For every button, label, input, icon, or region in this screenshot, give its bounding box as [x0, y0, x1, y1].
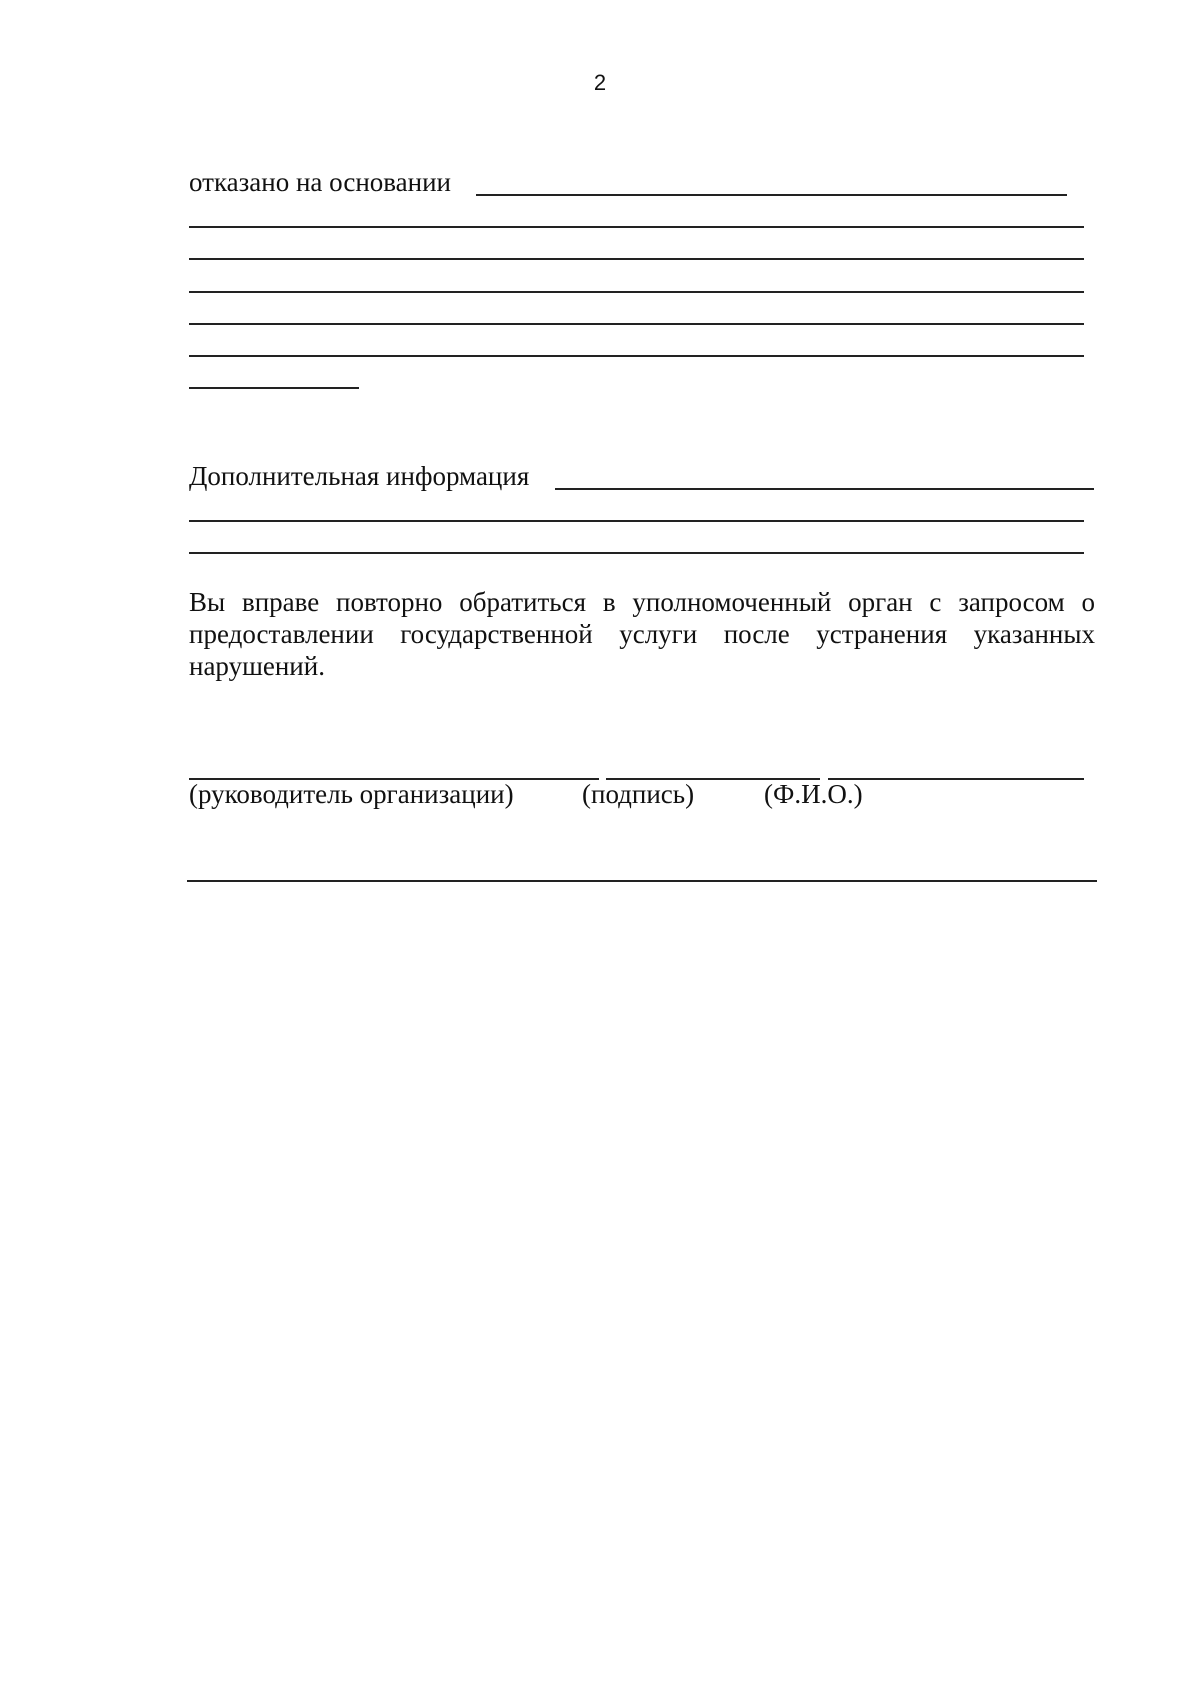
refusal-basis-blank-line	[189, 226, 1084, 228]
refusal-basis-blank-line	[189, 387, 359, 389]
refusal-basis-label: отказано на основании	[189, 167, 451, 197]
full-name-label: (Ф.И.О.)	[764, 779, 863, 809]
full-name-line	[828, 778, 1084, 780]
additional-info-label: Дополнительная информация	[189, 461, 530, 491]
additional-info-blank-line	[189, 552, 1084, 554]
signature-label: (подпись)	[582, 779, 695, 809]
additional-info-blank-line	[555, 488, 1094, 490]
head-of-organization-label: (руководитель организации)	[189, 779, 514, 809]
refusal-basis-blank-line	[189, 291, 1084, 293]
additional-info-blank-line	[189, 520, 1084, 522]
closing-line	[187, 880, 1097, 882]
page-number: 2	[593, 70, 607, 95]
refusal-basis-blank-line	[189, 355, 1084, 357]
refusal-basis-blank-line	[476, 194, 1067, 196]
refusal-basis-blank-line	[189, 258, 1084, 260]
refusal-basis-blank-line	[189, 323, 1084, 325]
reapply-notice: Вы вправе повторно обратиться в уполномоченный орган с запросом о предоставлении государственной услуги после устранения указанных нарушений.	[189, 587, 1095, 681]
